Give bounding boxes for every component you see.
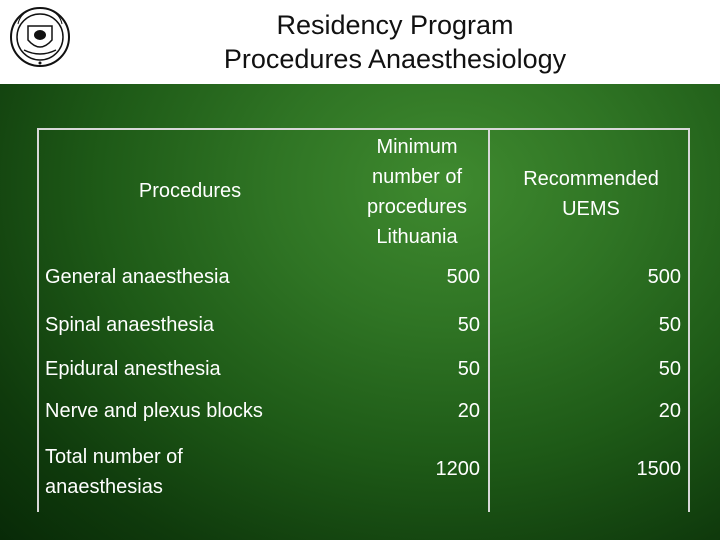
title-line-1: Residency Program bbox=[276, 10, 514, 40]
row-minimum-value: 50 bbox=[457, 314, 480, 336]
row-procedure-name: General anaesthesia bbox=[45, 266, 230, 288]
row-minimum-value: 500 bbox=[446, 266, 480, 288]
row-minimum-value: 1200 bbox=[435, 458, 480, 480]
row-procedure-name: Spinal anaesthesia bbox=[45, 314, 215, 336]
row-recommended-value: 50 bbox=[658, 314, 681, 336]
title-line-2: Procedures Anaesthesiology bbox=[223, 44, 567, 74]
procedures-table bbox=[37, 128, 690, 512]
header-minimum-line: Minimum bbox=[376, 136, 458, 158]
header-minimum-line: Lithuania bbox=[376, 226, 458, 248]
row-name-line: anaesthesias bbox=[45, 476, 163, 498]
header-bar bbox=[0, 0, 720, 84]
row-procedure-name bbox=[45, 442, 345, 502]
page-title bbox=[0, 8, 720, 76]
row-recommended-value: 20 bbox=[658, 400, 681, 422]
header-recommended-line: UEMS bbox=[562, 198, 620, 220]
row-name-line: Total number of bbox=[45, 446, 183, 468]
row-recommended-value: 1500 bbox=[636, 458, 681, 480]
row-procedure-name: Epidural anesthesia bbox=[45, 358, 221, 380]
table-top-border bbox=[37, 128, 690, 130]
row-procedure-name: Nerve and plexus blocks bbox=[45, 400, 263, 422]
header-recommended-uems bbox=[493, 164, 689, 224]
header-minimum-number bbox=[343, 132, 491, 252]
header-minimum-line: number of bbox=[371, 166, 463, 188]
row-recommended-value: 500 bbox=[647, 266, 681, 288]
header-recommended-line: Recommended bbox=[523, 168, 659, 190]
header-procedures: Procedures bbox=[138, 180, 242, 202]
row-minimum-value: 20 bbox=[457, 400, 480, 422]
row-minimum-value: 50 bbox=[457, 358, 480, 380]
row-recommended-value: 50 bbox=[658, 358, 681, 380]
header-minimum-line: procedures bbox=[366, 196, 468, 218]
